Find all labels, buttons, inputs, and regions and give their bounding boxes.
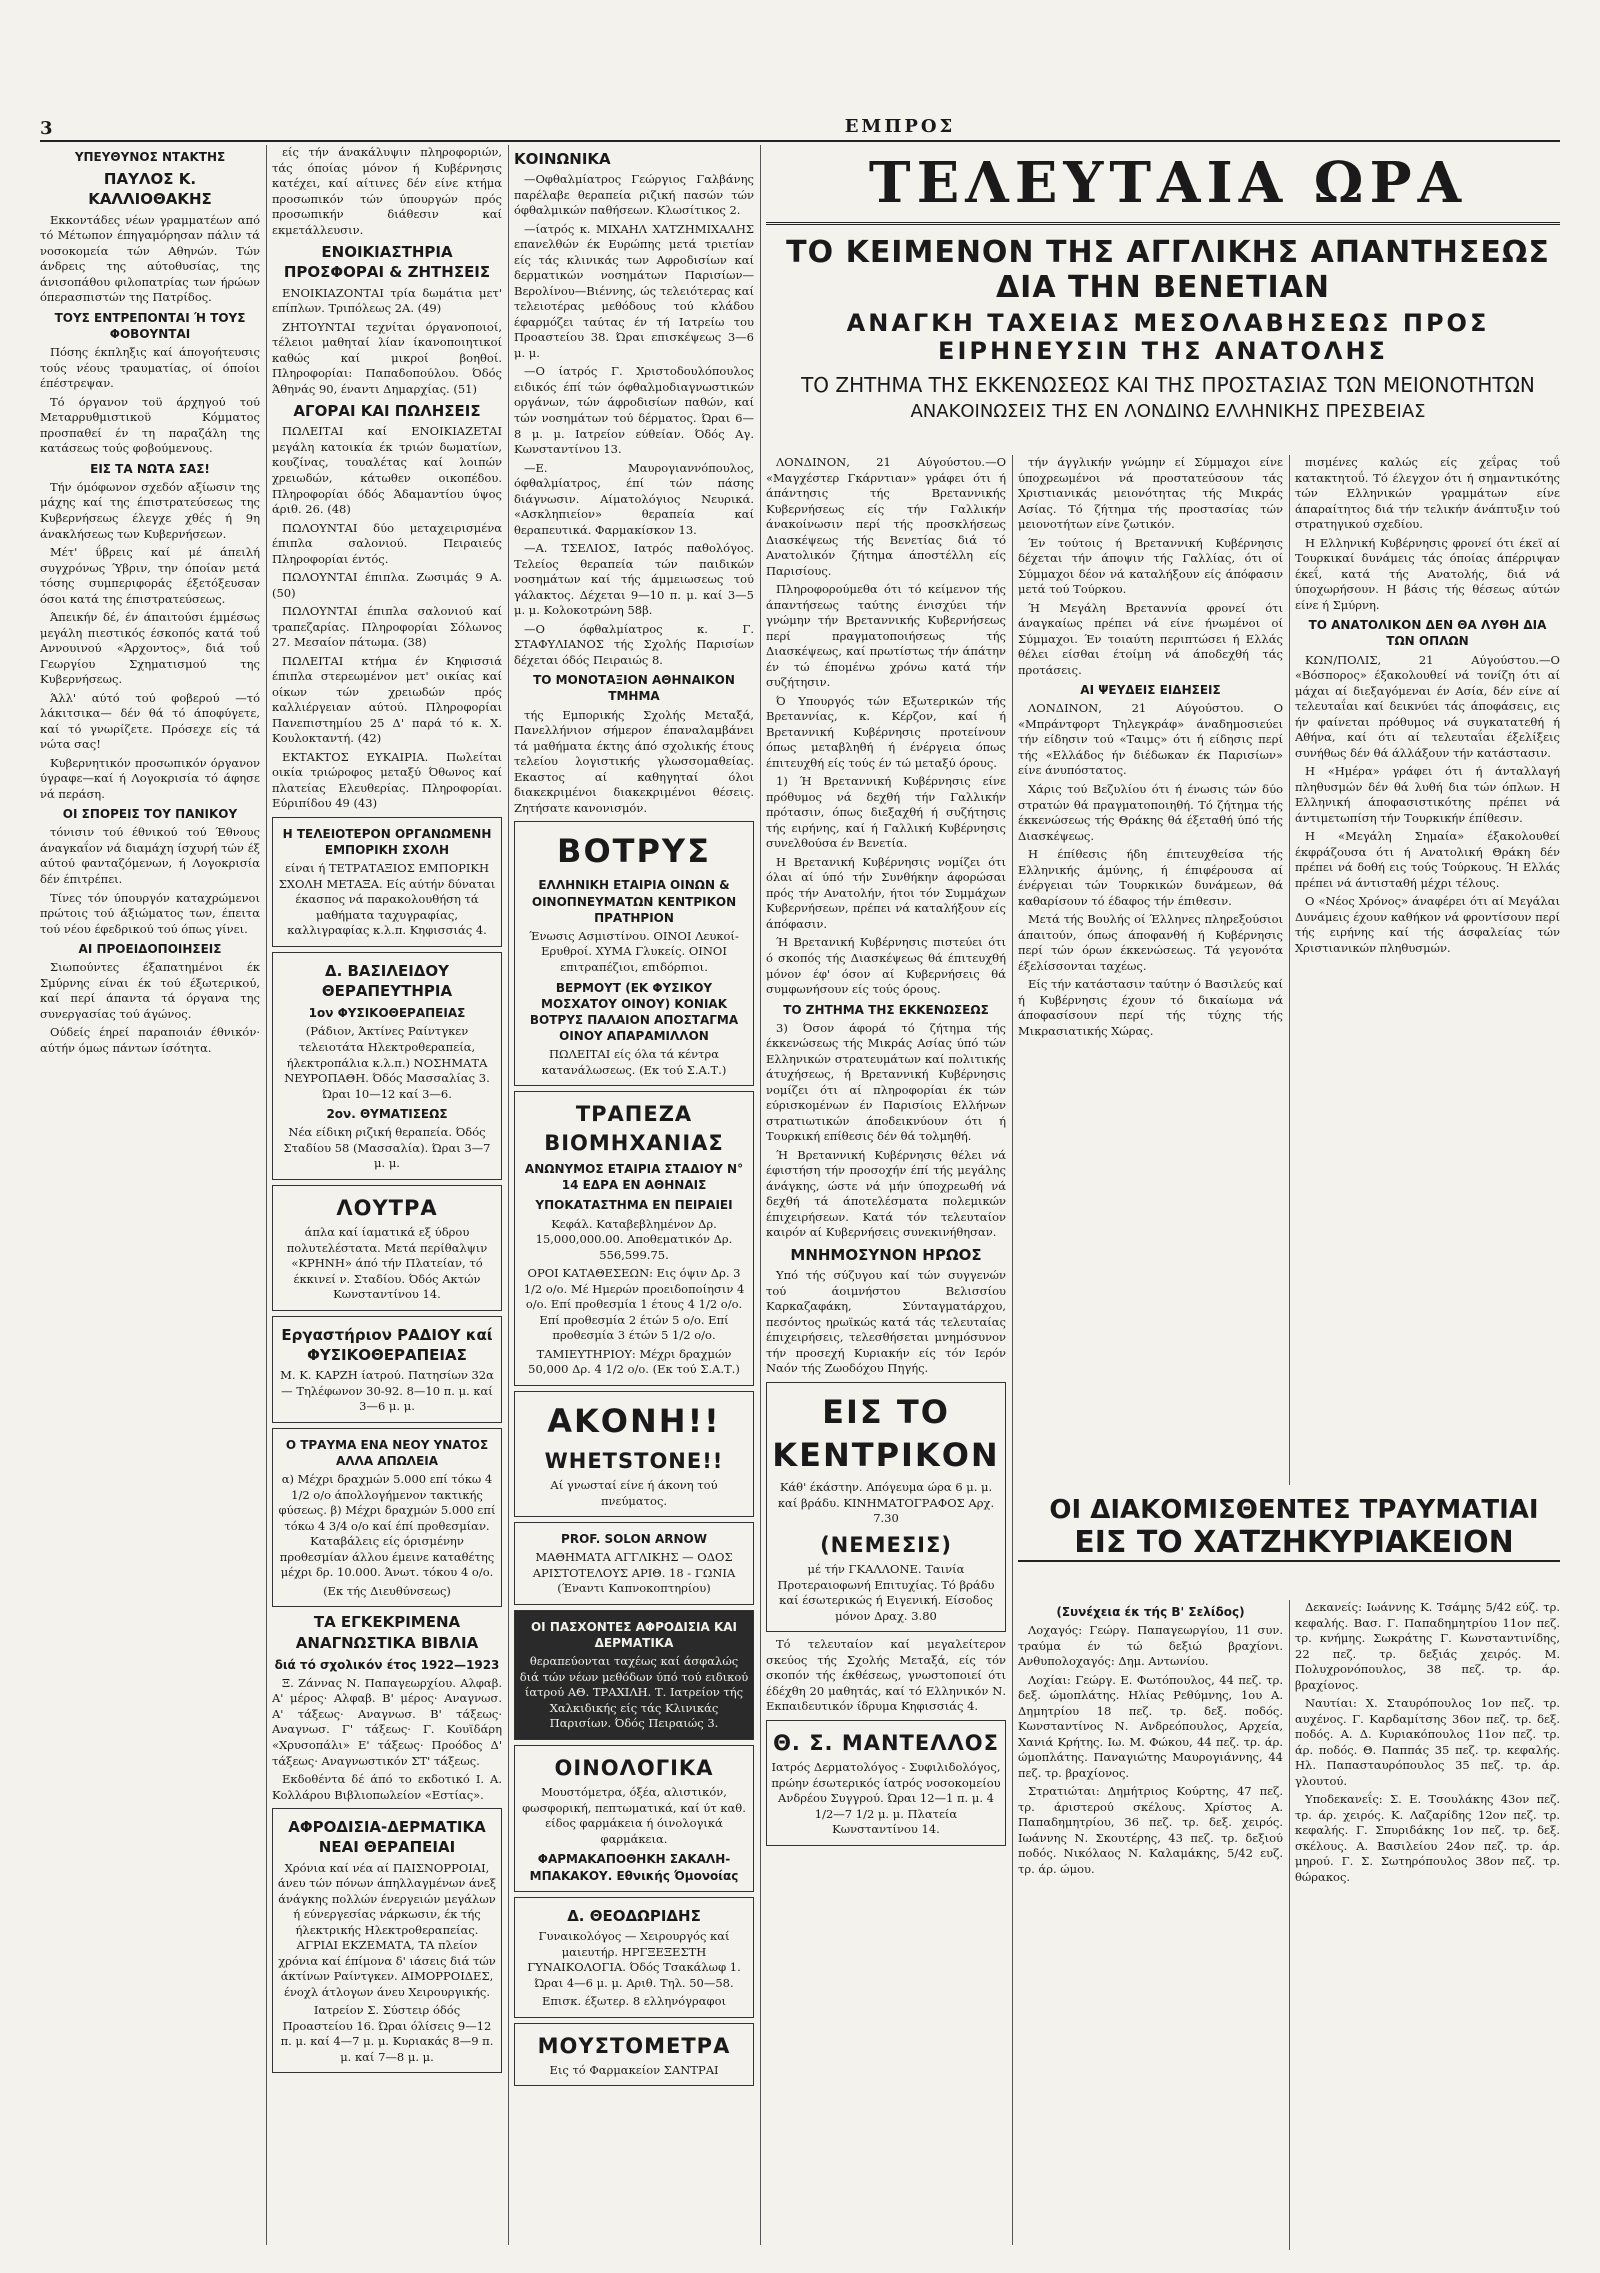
ad-gynecologist — [514, 1897, 754, 2018]
ad-subtitle: ΒΕΡΜΟΥΤ (ΕΚ ΦΥΣΙΚΟΥ ΜΟΣΧΑΤΟΥ ΟΙΝΟΥ) ΚΟΝΙΑΚ ΒΟΤΡΥΣ ΠΑΛΑΙΟΝ ΑΠΟΣΤΑΓΜΑ ΟΙΝΟΥ ΑΠΑΡΑΜΙΛΛΟΝ — [529, 980, 739, 1044]
section-heading: ΑΙ ΨΕΥΔΕΙΣ ΕΙΔΗΣΕΙΣ — [1080, 683, 1221, 698]
ad-title: Δ. ΘΕΟΔΩΡΙΔΗΣ — [567, 1906, 701, 1925]
classified-ad: ΠΩΛΕΙΤΑΙ κτήμα έν Κηφισσιά έπιπλα στερεωμένον μετ' οικίας καί οίκων τών χρειωδών πρός καλλιέργειαν αύτού. Πληροφορίαι Πανεπιστημίου 25 Δ' παρά τό κ. Χ. Κουλοκταντή. (42) — [272, 653, 502, 746]
article-paragraph: Η Ελληνική Κυβέρνησις φρονεί ότι έκεϊ αί Τουρκικαί δυνάμεις τάς όποίας άπέρριψαν έκεΐ, κατά τής Ανατολής, διά νά ύποχωρήσουν. Η βάσις τής θέσεως αύτών είνε ή Σμύρνη. — [1295, 535, 1560, 612]
ad-text: ΟΡΟΙ ΚΑΤΑΘΕΣΕΩΝ: Εις όψιν Δρ. 3 1/2 ο/ο. Μέ Ημερών προειδοποίησιν 4 ο/ο. Επί προθεσμία 1 έτους 4 1/2 ο/ο. Επί προθεσμία 2 έτών 5 ο/ο. Επί προθεσμία 3 έτών 5 1/2 ο/ο. — [523, 1266, 745, 1343]
ad-subtitle: ΑΝΩΝΥΜΟΣ ΕΤΑΙΡΙΑ ΣΤΑΔΙΟΥ Ν° 14 ΕΔΡΑ ΕΝ ΑΘΗΝΑΙΣ — [524, 1161, 744, 1193]
article-paragraph: είς τήν άνακάλυψιν πληροφοριών, τάς όποίας μόνον ή Κυβέρνησις κατέχει, καί αίτινες δέν είνε κτήμα προσωπικόν τών ύπουργών πρός προσωπικήν διάθεσιν καί εκμετάλλευσιν. — [272, 145, 502, 237]
ad-title: ΟΙΝΟΛΟΓΙΚΑ — [554, 1755, 714, 1780]
article-paragraph: Μετά τής Βουλής οί Έλληνες πληρεξούσιοι άπαιτούν, όπως άποφανθή ή Κυβέρνησις περί τών όρων έκκενώσεως. Τά γεγονότα έξελίσσονται ταχέως. — [1018, 912, 1283, 973]
article-paragraph: Η «Μεγάλη Σημαία» έξακολουθεί έκφράζουσα ότι ή Ανατολική Θράκη δέν πρέπει νά δοθή εις τούς Τούρκους. Ή Ελλάς πρέπει νά άντισταθή μέχρι τέλους. — [1295, 829, 1560, 890]
column-rule — [1289, 1600, 1290, 2250]
ad-text: Νέα είδικη ριζική θεραπεία. Όδός Σταδίου 58 (Μασσαλία). Ώραι 3—7 μ. μ. — [283, 1125, 491, 1171]
article-paragraph: 3) Όσον άφορά τό ζήτημα τής έκκενώσεως τής Μικράς Ασίας ύπό τών Ελληνικών στρατευμάτων καί πολιτικής άτυχήσεως, ή Βρεταννική Κυβέρνησις νομίζει ότι αί πληροφορίαι έκ τών εύρισκομένων έν Παρισίοις Ελλήνων στρατιωτικών άποδεικνύουν ότι ή Τουρκική επίθεσις δέν θά τολμηθή. — [766, 1020, 1006, 1144]
ad-text: μέ τήν ΓΚΑΛΛΟΝΕ. Ταινία Προτεραιοφωνή Επιτυχίας. Τό βράδυ καί έσωτερικώς ή Ειγενική. Είσοδος μόνον Δραχ. 3.80 — [777, 1562, 995, 1623]
ad-subtitle: ΕΛΛΗΝΙΚΗ ΕΤΑΙΡΙΑ ΟΙΝΩΝ & ΟΙΝΟΠΝΕΥΜΑΤΩΝ ΚΕΝΤΡΙΚΟΝ ΠΡΑΤΗΡΙΟΝ — [531, 878, 737, 925]
section-heading: ΤΟΥΣ ΕΝΤΡΕΠΟΝΤΑΙ Ή ΤΟΥΣ ΦΟΒΟΥΝΤΑΙ — [54, 310, 246, 341]
article-paragraph: Πληροφορούμεθα ότι τό κείμενον τής άπαντήσεως ταύτης ένισχύει τήν γνώμην τήν Βρεταννικής Κυβερνήσεως περί πραγματοποιήσεως τής Διασκέψεως, καί πρωτίστως τήν άπάτην έν τώ έπομένω χρόνω κατά τήν συζήτησιν. — [766, 582, 1006, 690]
section-heading: ΕΝΟΙΚΙΑΣΤΗΡΙΑ ΠΡΟΣΦΟΡΑΙ & ΖΗΤΗΣΕΙΣ — [283, 243, 491, 282]
ad-title: ΤΡΑΠΕΖΑ ΒΙΟΜΗΧΑΝΙΑΣ — [544, 1102, 724, 1155]
ad-title: Δ. ΒΑΣΙΛΕΙΔΟΥ ΘΕΡΑΠΕΥΤΗΡΙΑ — [321, 961, 453, 1001]
ad-title: ΕΙΣ ΤΟ ΚΕΝΤΡΙΚΟΝ — [772, 1392, 1000, 1474]
article-paragraph: Ο «Νέος Χρόνος» άναφέρει ότι αί Μεγάλαι Δυνάμεις έχουν καθήκον νά φροντίσουν περί τής ειρήνης καί τής άσφαλείας τών Χριστιανικών πληθυσμών. — [1295, 894, 1560, 955]
article-paragraph: ΚΩΝ/ΠΟΛΙΣ, 21 Αύγούστου.—Ο «Βόσπορος» έξακολουθεί νά τονίζη ότι αί μάχαι αί διεξαγόμεναι έν Ασία, δέν είνε αί τελευταΐαι καί δεικνύει τάς άποφάσεις, εις ήν φαίνεται πρόθυμος νά συγκατατεθή ή Αθήνα, καί ότι αί τελευταΐαι έξελίξεις συνήθως δέν θά άλλάξουν τήν κατάστασιν. — [1295, 652, 1560, 760]
ad-text: Γυναικολόγος — Χειρουργός καί μαιευτήρ. ΗΡΓΞΕΞΕΣΤΗ ΓΥΝΑΙΚΟΛΟΓΙΑ. Όδός Τσακάλωφ 1. Ώραι 4—6 μ. μ. Αριθ. Τηλ. 50—58. — [527, 1928, 741, 1990]
ad-title: ΛΟΥΤΡΑ — [336, 1195, 438, 1220]
section-heading: ΟΙ ΣΠΟΡΕΙΣ ΤΟΥ ΠΑΝΙΚΟΥ — [62, 807, 238, 822]
wounded-list: Στρατιώται: Δημήτριος Κούρτης, 47 πεζ. τρ. άριστερού σκέλους. Χρίστος Α. Παπαδημητρίου, 36 πεζ. τρ. δεξ. χειρός. Ιωάννης Ν. Σκουτέρης, 43 πεζ. τρ. δεξιού ποδός. Νικόλαος Ν. Καλαμάκης, 5/42 ευζ. τρ. άρ. ώμου. — [1018, 1784, 1283, 1876]
wounded-column-right — [1295, 1600, 1560, 2250]
wounded-headline — [1018, 1495, 1560, 1562]
responsible-name: ΠΑΥΛΟΣ Κ. ΚΑΛΛΙΟΘΑΚΗΣ — [88, 170, 212, 209]
article-paragraph: Εκκοντάδες νέων γραμματέων από τό Μέτωπον έπηγαμόρησαν πάλιν τά νοσοκομεία τών Αθηνών. Τών άνδρεις της αύτοθυσίας, της άνισοπάθου φιλοπατρίας των ήρώων όπερασπιστών της Πατρίδος. — [40, 212, 260, 305]
article-paragraph: Τό τελευταίον καί μεγαλείτερον σκεύος τής Σχολής Μεταξά, είς τόν σκοπόν τής έκθέσεως, γνωστοποιεί ότι έδέχθη 20 μαθητάς, καί τό Ελληνικόν Ν. Εκπαιδευτικόν ίδρυμα Κηφισσιάς 4. — [766, 1637, 1006, 1714]
section-heading: ΕΙΣ ΤΑ ΝΩΤΑ ΣΑΣ! — [90, 461, 210, 476]
ad-text: Ένωσις Ασμιστίνου. ΟΙΝΟΙ Λευκοί-Ερυθροί. ΧΥΜΑ Γλυκείς. ΟΙΝΟΙ επιτραπέζιοι, επιδόρπιοι. — [529, 928, 739, 974]
headline-deck-2: ΑΝΑΓΚΗ ΤΑΧΕΙΑΣ ΜΕΣΟΛΑΒΗΣΕΩΣ ΠΡΟΣ ΕΙΡΗΝΕΥΣΙΝ ΤΗΣ ΑΝΑΤΟΛΗΣ — [846, 309, 1490, 365]
ad-text: Αί γνωσταί είνε ή άκονη τού πνεύματος. — [550, 1478, 718, 1508]
ad-title: Ο ΤΡΑΥΜΑ ΕΝΑ ΝΕΟΥ ΥΝΑΤΟΣ ΑΛΛΑ ΑΠΩΛΕΙΑ — [285, 1437, 489, 1468]
column-6 — [1295, 455, 1560, 1485]
article-paragraph: Ό Υπουργός τών Εξωτερικών τής Βρεταννίας, κ. Κέρζον, καί ή Βρεταννική Κυβέρνησις προτείνουν όπως μεταβληθή ή ένέργεια όπως έπιτευχθή είς τούς έν τώ μεταξύ όρους. — [766, 693, 1006, 770]
classified-ad: ΠΩΛΟΥΝΤΑΙ έπιπλα. Ζωσιμάς 9 Α. (50) — [272, 570, 502, 600]
column-1 — [40, 145, 260, 2245]
article-paragraph: Τήν όμόφωνον σχεδόν αξίωσιν της μάχης καί της έπιστρατεύσεως της Κυβερνήσεως έλεγχε χθές ή 9η άνακλήσεως των Κυβερνήσεων. — [40, 479, 260, 541]
section-heading: ΤΟ ΑΝΑΤΟΛΙΚΟΝ ΔΕΝ ΘΑ ΛΥΘΗ ΔΙΑ ΤΩΝ ΟΠΛΩΝ — [1308, 618, 1547, 649]
article-paragraph: Μέτ' ΰβρεις καί μέ άπειλή συγχρόνως Ύβριν, την όποίαν μετά τόσης συμπεριφοράς έξετόξευσαν όσοι κατά της έπιστρατεύσεως. — [40, 545, 260, 606]
ad-title: Η ΤΕΛΕΙΟΤΕΡΟΝ ΟΡΓΑΝΩΜΕΝΗ ΕΜΠΟΡΙΚΗ ΣΧΟΛΗ — [282, 826, 492, 858]
column-rule — [1012, 455, 1013, 2245]
ad-must-meters — [514, 2023, 754, 2087]
social-note: —Οφθαλμίατρος Γεώργιος Γαλβάνης παρέλαβε θεραπεία ριζική πασών τών όφθαλμικών παθήσεων. Κλωσίτικος 2. — [514, 172, 754, 218]
ad-subtitle: WHETSTONE!! — [544, 1448, 724, 1473]
column-4 — [766, 455, 1006, 2245]
article-paragraph: Ή Βρετανική Κυβέρνησις πιστεύει ότι ό σκοπός τής Διασκέψεως θά έπιτευχθή μόνον έφ' όσον αί Κυβερνήσεις θά συμφωνήσουν είς τούς όρους. — [766, 935, 1006, 997]
section-subheading: διά τό σχολικόν έτος 1922—1923 — [274, 1657, 500, 1672]
ad-title: ΜΟΥΣΤΟΜΕΤΡΑ — [537, 2033, 731, 2058]
section-heading: ΤΟ ΖΗΤΗΜΑ ΤΗΣ ΕΚΚΕΝΩΣΕΩΣ — [783, 1002, 989, 1017]
article-paragraph: Τίνες τόν ύπουργόν καταχρώμενοι πρώτοις τού άξιώματος των, έπειτα τού νέου έφεδρικού τού όπως γίνει. — [40, 890, 260, 936]
ad-text: άπλα καί ίαματικά εξ ύδρου πολυτελέστατα. Μετά περίθαλψιν «ΚΡΗΝΗ» άπό τήν Πλατείαν, τό έκκινεί ν. Σταδίου. Όδός Ακτών Κωνσταντίνου 14. — [286, 1225, 488, 1302]
article-paragraph: πισμένες καλώς είς χεΐρας τοΰ κατακτητοΰ. Τό έλεγχον ότι ή σημαντικότης τών Ελληνικών γραμμάτων είνε άπαραίτητος διά τήν τελικήν άνάπτυξιν τού στρατηγικού σχεδίου. — [1295, 455, 1560, 532]
column-rule — [1289, 455, 1290, 1485]
ad-title: Θ. Σ. ΜΑΝΤΕΛΛΟΣ — [773, 1730, 999, 1755]
ad-oenology — [514, 1745, 754, 1892]
ad-venereal — [514, 1610, 754, 1740]
classified-ad: ΕΚΤΑΚΤΟΣ ΕΥΚΑΙΡΙΑ. Πωλείται οικία τριώροφος μεταξύ Όθωνος καί πλατείας Ελευθερίας. Πληροφορίαι. Εύριπίδου 49 (43) — [272, 749, 502, 811]
section-heading: ΑΙ ΠΡΟΕΙΔΟΠΟΙΗΣΕΙΣ — [78, 942, 222, 957]
classified-ad: ΠΩΛΟΥΝΤΑΙ έπιπλα σαλονιού καί τραπεζαρίας. Πληροφορίαι Σόλωνος 27. Μεσαίον πάτωμα. (38) — [272, 604, 502, 650]
article-paragraph: Ή Μεγάλη Βρεταννία φρονεί ότι άναγκαίως πρέπει νά είνε ήνωμένοι οί Σύμμαχοι. Έν τοιαύτη περιπτώσει ή Ελλάς θέλει είσθαι έτοίμη νά άποδεχθή τάς προτάσεις. — [1018, 600, 1283, 677]
article-paragraph: Άλλ' αύτό τού φοβερού —τό λάκιτσικα— δέν θά τό άποφύγετε, καί τό γνωρίζετε. Πρόσεχε είς τά νώτα σας! — [40, 690, 260, 752]
ad-text: Εις τό Φαρμακείον ΣΑΝΤΡΑΙ — [549, 2062, 719, 2077]
responsible-label: ΥΠΕΥΘΥΝΟΣ ΝΤΑΚΤΗΣ — [74, 150, 226, 164]
wounded-list: Ναυτίαι: Χ. Σταυρόπουλος 1ον πεζ. τρ. αυχένος. Γ. Καρδαμίτσης 36ον πεζ. τρ. δεξ. ποδός. Α. Δ. Κυριακόπουλος 11ον πεζ. τρ. άρ. ποδός. Θ. Παππάς 35 πεζ. τρ. κεφαλής. Ηλ. Παπασταυρόπουλος 35 πεζ. τρ. άρ. γλουτού. — [1295, 1696, 1560, 1788]
column-rule — [266, 145, 267, 2245]
wounded-column-left — [1018, 1600, 1283, 2250]
ad-commercial-school — [272, 817, 502, 947]
column-rule — [508, 145, 509, 2245]
classified-ad: ΠΩΛΟΥΝΤΑΙ δύο μεταχειρισμένα έπιπλα σαλονιού. Πειραιεύς Πληροφορίαι έντός. — [272, 520, 502, 566]
ad-signature: Επισκ. έξωτερ. 8 ελληνόγραφοι — [541, 1994, 727, 2009]
ad-text: Χρόνια καί νέα αί ΠΑΙΣΝΟΡΡΟΙΑΙ, άνευ τών πόνων άπηλλαγμένων άνεξ άνάγκης πολλών ένεργειών μεγάλων ή εύνεργεσίας νάρκωσιν, έκ τής ήλεκτρικής Ηλεκτροθεραπείας. ΑΓΡΙΑΙ ΕΚΖΕΜΑΤΑ, ΤΑ πλείον χρόνια καί έπίμονα δ' ιάσεις διά τών άκτίνων Ραίντγκεν. ΑΙΜΟΡΡΟΙΔΕΣ, ένοχλ άτλογων άνευ Χειρουργικής. — [277, 1860, 497, 1999]
book-publisher: Εκδοθέντα δέ άπό το εκδοτικό Ι. Α. Κολλάρου Βιβλιοπωλείον «Εστίας». — [272, 1772, 502, 1802]
ad-radium-lab — [272, 1316, 502, 1423]
ad-text: Κάθ' έκάστην. Απόγευμα ώρα 6 μ. μ. καί βράδυ. ΚΙΝΗΜΑΤΟΓΡΑΦΟΣ Αρχ. 7.30 — [777, 1480, 995, 1526]
ad-title: ΟΙ ΠΑΣΧΟΝΤΕΣ ΑΦΡΟΔΙΣΙΑ ΚΑΙ ΔΕΡΜΑΤΙΚΑ — [530, 1620, 738, 1651]
headline-deck-4: ΑΝΑΚΟΙΝΩΣΕΙΣ ΤΗΣ ΕΝ ΛΟΝΔΙΝΩ ΕΛΛΗΝΙΚΗΣ ΠΡΕΣΒΕΙΑΣ — [910, 401, 1426, 422]
ad-text: ΤΑΜΙΕΥΤΗΡΙΟΥ: Μέχρι δραχμών 50,000 Δρ. 4 1/2 ο/ο. (Εκ τού Σ.Α.Τ.) — [528, 1346, 740, 1377]
article-paragraph: Η έπίθεσις ήδη έπιτευχθείσα τής Ελληνικής άμύνης, ή έπιφέρουσα αί ένέργειαι τών Τουρκικών δυνάμεων, θά καθαρίσουν τό έδαφος τήν έπιθεσιν. — [1018, 847, 1283, 908]
article-paragraph: Η Βρετανική Κυβέρνησις νομίζει ότι όλαι αί ύπό τήν Συνθήκην άφορώσαι πρός τήν Ανατολήν, ήτοι τόν Συμμάχων Κυβερνήσεων, πρέπει νά καταλήξουν είς άπόφασιν. — [766, 854, 1006, 931]
column-3 — [514, 145, 754, 2245]
ad-signature: Ιατρείον Σ. Σύστειρ όδός Προαστείου 16. Ώραι όλίσεις 9—12 π. μ. καί 4—7 μ. μ. Κυριακάς 8—9 π. μ. καί 7—8 μ. μ. — [280, 2003, 494, 2064]
ad-mantellos — [766, 1720, 1006, 1846]
ad-title: ΒΟΤΡΥΣ — [557, 832, 711, 871]
article-paragraph: Έν τούτοις ή Βρεταννική Κυβέρνησις δέχεται τήν άποψιν τής Γαλλίας, ότι οί Σύμμαχοι δέον νά καταλήξουν είς άπόφασιν μετά τού Τούρκου. — [1018, 535, 1283, 597]
continued-note: (Συνέχεια έκ τής Β' Σελίδος) — [1056, 1605, 1245, 1619]
ad-title: ΑΦΡΟΔΙΣΙΑ-ΔΕΡΜΑΤΙΚΑ ΝΕΑΙ ΘΕΡΑΠΕΙΑΙ — [288, 1818, 486, 1857]
article-paragraph: τής Εμπορικής Σχολής Μεταξά, Πανελλήνιον σήμερον έπαναλαμβάνει τά μαθήματα έκτης άπό σχολικής έτους τελείου λογιστικής γλωσσομαθείας. Εκαστος αί καθηγηταί όλοι διακεκριμένοι διακεκριμένοι θέσεις. Ζητήσατε κανονισμόν. — [514, 707, 754, 815]
ad-subtitle: (ΝΕΜΕΣΙΣ) — [820, 1532, 952, 1557]
social-note: —Ο όφθαλμίατρος κ. Γ. ΣΤΑΦΥΛΙΑΝΟΣ τής Σχολής Παρισίων δέχεται όδός Πειραιώς 8. — [514, 621, 754, 667]
column-5 — [1018, 455, 1283, 1485]
ad-subtitle: 2ον. ΘΥΜΑΤΙΣΕΩΣ — [326, 1107, 448, 1122]
article-paragraph: Πόσης έκπληξις καί άπογοήτευσις τούς νέους τραυματίας, οί όποίοι έπέστρεψαν. — [40, 345, 260, 391]
article-paragraph: Σιωπούντες έξαπατημένοι έκ Σμύρνης είναι έκ τού έξωτερικού, καί περί άπαντα τά όργανα της συνεργασίας τού άγώνος. — [40, 960, 260, 1021]
ad-english-lessons — [514, 1522, 754, 1605]
article-paragraph: Χάρις τού Βεζυλίου ότι ή ένωσις τών δύο στρατών θά πραγματοποιηθή. Τό ζήτημα τής έκκενώσεως τής Θράκης θά έξεταθή ύπό τής Διασκέψεως. — [1018, 781, 1283, 843]
article-paragraph: Η «Ημέρα» γράφει ότι ή άνταλλαγή πληθυσμών δέν θά λυθή δια τών όπλων. Η Ελληνική άποφασιστικότης πρέπει νά άντιμετωπίση τήν Τουρκικήν έπίθεσιν. — [1295, 764, 1560, 825]
ad-kentrikon-cinema — [766, 1382, 1006, 1632]
wounded-title: ΟΙ ΔΙΑΚΟΜΙΣΘΕΝΤΕΣ ΤΡΑΥΜΑΤΙΑΙ — [1049, 1495, 1539, 1525]
classified-ad: ΠΩΛΕΙΤΑΙ καί ΕΝΟΙΚΙΑΖΕΤΑΙ μεγάλη κατοικία έκ τριών δωματίων, κουζίνας, τουαλέτας καί λοιπών χρειωδών, κάτωθεν οικοπέδου. Πληροφορίαι όδός Άδαμαντίου ύψος άριθ. 26. (48) — [272, 424, 502, 517]
article-paragraph: Ούδείς έηρεί παραποιάν έθνικόν· αύτήν όμως πάντων ίσότητα. — [40, 1025, 260, 1055]
article-paragraph: Υπό τής σύζυγου καί τών συγγενών τού άοιμνήστου Βελισσίου Καρκαζαφάκη, Σύνταγματάρχου, πεσόντος ηρωϊκώς κατά τάς τελευταίας έπιχειρήσεις, τελεσθήσεται μνημόσυνον τήν προσεχή Κυριακήν είς τόν Ιερόν Ναόν τής Ζωοδόχου Πηγής. — [766, 1268, 1006, 1376]
page-number: 3 — [40, 118, 53, 139]
social-note: —Ε. Μαυρογιαννόπουλος, όφθαλμίατρος, έπί τών πάσης διάγνωσιν. Αίματολόγιος Νευρικά. «Ασκληπιείον» θεραπεία καί θεραπευτικά. Φαρμακίσκον 13. — [514, 460, 754, 537]
ad-savings — [272, 1428, 502, 1608]
headline-deck-3: ΤΟ ΖΗΤΗΜΑ ΤΗΣ ΕΚΚΕΝΩΣΕΩΣ ΚΑΙ ΤΗΣ ΠΡΟΣΤΑΣΙΑΣ ΤΩΝ ΜΕΙΟΝΟΤΗΤΩΝ — [801, 373, 1535, 397]
ad-therapy-clinic — [272, 952, 502, 1180]
ad-industry-bank — [514, 1091, 754, 1385]
headline-deck-1: ΤΟ ΚΕΙΜΕΝΟΝ ΤΗΣ ΑΓΓΛΙΚΗΣ ΑΠΑΝΤΗΣΕΩΣ ΔΙΑ ΤΗΝ ΒΕΝΕΤΙΑΝ — [786, 235, 1550, 305]
classified-ad: ΖΗΤΟΥΝΤΑΙ τεχνίται όργανοποιοί, τέλειοι μαθηταί λίαν ίκανοποιητικοί καθώς καί μικροί βοηθοί. Πληροφορίαι: Παπαδοπούλου. Όδός Άθηνάς 90, έναντι Δημαρχίας. (51) — [272, 319, 502, 396]
ad-dermatology — [272, 1808, 502, 2073]
ad-baths — [272, 1185, 502, 1311]
article-paragraph: τήν άγγλικήν γνώμην εί Σύμμαχοι είνε ύποχρεωμένοι νά προστατεύσουν τάς Χριστιανικάς μειονότητας τής Μικράς Ασίας. Τό ζήτημα τής προστασίας τών μειονοτήτων είνε ζωτικόν. — [1018, 455, 1283, 532]
social-note: —ίατρός κ. ΜΙΧΑΗΛ ΧΑΤΖΗΜΙΧΑΛΗΣ επανελθών έκ Ευρώπης μετά τριετίαν είς τάς κλινικάς των Αφροδισίων καί δερματικών νοσημάτων Παρισίων—Βερολίνου—Βιέννης, ώς τελειότερας καί τελειοτέρας μεθόδους τού κλάδου έφαρμόζει ταύτας έν τή Ιατρείω του Προαστείου 38. Ώραι επισκέψεως 3—6 μ. μ. — [514, 221, 754, 360]
ad-text: α) Μέχρι δραχμών 5.000 επί τόκω 4 1/2 ο/ο άπολλογήμενον τακτικής φύσεως. β) Μέχρι δραχμών 5.000 επί τόκω 4 3/4 ο/ο καί έπί προθεσμίαν. Καταβάλεις είς όρισμένην προθεσμίαν άλλου έμεινε καταθέτης μέχρι δρ. 10.000. Άνωτ. τόκου 4 ο/ο. — [278, 1472, 496, 1580]
headline-block — [766, 150, 1560, 450]
ad-text: θεραπεύονται ταχέως καί άσφαλώς διά τών νέων μεθόδων ύπό τού ειδικού ίατρού ΑΘ. ΤΡΑΧΙΛΗ. Τ. Ιατρείον τής Χαλκιδικής είς τάς Κλινικάς Παρισίων. Όδός Πειραιώς 3. — [519, 1654, 749, 1731]
article-paragraph: τόνισιν τού έθνικού τού Έθνους άναγκαΐον νά διαμάχη ίσχυρή τών έξ αύτού φανταζόμενων, ή Λογοκρισία δέν έπιτρέπει. — [40, 825, 260, 886]
paper-title: ΕΜΠΡΟΣ — [844, 116, 956, 137]
article-paragraph: 1) Ή Βρεταννική Κυβέρνησις είνε πρόθυμος νά δεχθή τήν Γαλλικήν πρότασιν, όπως διεξαχθή ή συζήτησις τής ειρήνης, καί ή Γαλλική Κυβέρνησις συνελθούσα έν Βενετία. — [766, 774, 1006, 851]
section-heading: ΤΟ ΜΟΝΟΤΑΞΙΟΝ ΑΘΗΝΑΙΚΟΝ ΤΜΗΜΑ — [533, 673, 735, 704]
section-heading: ΜΝΗΜΟΣΥΝΟΝ ΗΡΩΟΣ — [790, 1245, 982, 1264]
ad-text: ΜΑΘΗΜΑΤΑ ΑΓΓΛΙΚΗΣ — ΟΔΟΣ ΑΡΙΣΤΟΤΕΛΟΥΣ ΑΡΙΘ. 18 - ΓΩΝΙΑ (Έναντι Καπνοκοπτηρίου) — [532, 1550, 736, 1596]
social-note: —Ο ίατρός Γ. Χριστοδουλόπουλος ειδικός έπί τών όφθαλμοδιαγνωστικών οργάνων, τών άφροδισίων παθών, καί τών νοσημάτων τού δέρματος. Ώραι 6—8 μ. μ. Ιατρείον εύθείαν. Όδός Αγ. Κωνσταντίνου 13. — [514, 364, 754, 457]
classified-ad: ΕΝΟΙΚΙΑΖΟΝΤΑΙ τρία δωμάτια μετ' επίπλων. Τριπόλεως 2Α. (49) — [272, 285, 502, 316]
section-heading: ΑΓΟΡΑΙ ΚΑΙ ΠΩΛΗΣΕΙΣ — [293, 402, 481, 421]
ad-signature: (Εκ τής Διευθύνσεως) — [323, 1583, 451, 1598]
section-heading: ΤΑ ΕΓΚΕΚΡΙΜΕΝΑ ΑΝΑΓΝΩΣΤΙΚΑ ΒΙΒΛΙΑ — [295, 1613, 479, 1652]
book-list: Ξ. Ζάννας Ν. Παπαγεωρχίου. Αλφαβ. Α' μέρος· Αλφαβ. Β' μέρος· Αναγνωσ. Α' τάξεως· Αναγνωσ. Β' τάξεως· Αναγνωσ. Γ' τάξεως· Γ. Κουϊδάρη «Χρυσοπάλι» Ε' τάξεως· Προόδος Δ' τάξεως· Αναγνωστικόν ΣΤ' τάξεως. — [272, 1675, 502, 1768]
article-paragraph: ΛΟΝΔΙΝΟΝ, 21 Αύγούστου.—Ο «Μαγχέστερ Γκάρντιαν» γράφει ότι ή άπάντησις τής Βρεταννικής Κυβερνήσεως είς τήν Γαλλικήν άνακοίνωσιν περί τής προσκλήσεως Διασκέψεως τής Βενετίας διά τό Ανατολικόν ζήτημα άποστέλλη είς Παρισίους. — [766, 455, 1006, 578]
ad-text: Κεφάλ. Καταβεβλημένον Δρ. 15,000,000.00. Αποθεματικόν Δρ. 556,599.75. — [535, 1216, 733, 1262]
ad-text: Ιατρός Δερματολόγος - Συφιλιδολόγος, πρώην έσωτερικός ίατρός νοσοκομείου Ανδρέου Συγγρού. Ώραι 12—1 π. μ. 4 1/2—7 1/2 μ. μ. Πλατεία Κωνσταντίνου 14. — [771, 1760, 1001, 1837]
ad-title: PROF. SOLON ARNOW — [561, 1532, 707, 1547]
ad-text: Μ. Κ. ΚΑΡΖΗ ίατρού. Πατησίων 32α — Τηλέφωνον 30-92. 8—10 π. μ. καί 3—6 μ. μ. — [280, 1368, 494, 1414]
article-paragraph: Κυβερνητικόν προσωπικόν όργανον ύγραφε—καί ή Λογοκρισία τό άφησε νά περάση. — [40, 755, 260, 801]
ad-text: Μουστόμετρα, όξέα, αλιστικόν, φωσφορική, πεπτωματικά, καί ύτ καθ. είδος φαρμάκεια ή όινολογικά φαρμάκεια. — [522, 1785, 746, 1846]
ad-title: ΑΚΟΝΗ!! — [547, 1401, 721, 1440]
ad-text: (Ράδιον, Άκτίνες Ραίντγκεν τελειοτάτα Ηλεκτροθεραπεία, ήλεκτροπάλια κ.λ.π.) ΝΟΣΗΜΑΤΑ ΝΕΥΡΟΠΑΘΗ. Όδός Μασσαλίας 3. Ώραι 10—12 καί 3—6. — [284, 1024, 490, 1101]
column-2 — [272, 145, 502, 2245]
masthead — [40, 118, 1560, 142]
article-paragraph: Ή Βρεταννική Κυβέρνησις θέλει νά έφιστήση τήν προσοχήν έπί τής μεγάλης άνάγκης, ώστε νά μήν ύποχρεωθή νά δεχθή τά άποτελέσματα πολεμικών έπιχειρήσεων. Κατά τόν τελευταίον καιρόν αί Κυβερνήσεις συνεκινήθησαν. — [766, 1147, 1006, 1240]
ad-whetstone — [514, 1391, 754, 1518]
ad-subtitle: ΥΠΟΚΑΤΑΣΤΗΜΑ ΕΝ ΠΕΙΡΑΙΕΙ — [535, 1198, 733, 1213]
article-paragraph: Τό όργανον τοϋ άρχηγού τού Μεταρρυθμιστικοϋ Κόμματος προσπαθεί έν τη παραζάλη της κατάσεως τούς φοβούμενους. — [40, 394, 260, 456]
wounded-list: Υποδεκανεΐς: Σ. Ε. Τσουλάκης 43ον πεζ. τρ. άρ. χειρός. Κ. Λαζαρίδης 12ον πεζ. τρ. κεφαλής. Γ. Σπυριδάκης 1ον πεζ. τρ. δεξ. σκέλους. Α. Βασιλείου 24ον πεζ. τρ. άρ. μηρού. Γ. Σ. Σωτηρόπουλος 38ον πεζ. τρ. θώρακος. — [1295, 1792, 1560, 1884]
article-paragraph: Άπεικήν δέ, έν άπαιτούσι έμμέσως μεγάλη πιεστικός έσκοπός κατά τοΰ Αννουινού «Άρχοντος», διά τοΰ Γεωργίου Σχηματισμού της Κυβερνήσεως. — [40, 610, 260, 687]
wounded-list: Λοχαγός: Γεώργ. Παπαγεωργίου, 11 συν. τραύμα έν τώ δεξιώ βραχίονι. Ανθυπολοχαγός: Δημ. Αντωνίου. — [1018, 1623, 1283, 1669]
wounded-subtitle: ΕΙΣ ΤΟ ΧΑΤΖΗΚΥΡΙΑΚΕΙΟΝ — [1018, 1525, 1560, 1562]
section-heading: ΚΟΙΝΩΝΙΚΑ — [514, 150, 611, 168]
ad-botrys — [514, 821, 754, 1086]
ad-text: ΠΩΛΕΙΤΑΙ είς όλα τά κέντρα κατανάλωσεως. (Εκ τού Σ.Α.Τ.) — [541, 1047, 727, 1077]
wounded-list: Λοχίαι: Γεώργ. Ε. Φωτόπουλος, 44 πεζ. τρ. δεξ. ώμοπλάτης. Ηλίας Ρεθύμνης, 1ου Α. Δημητρίου 18 πεζ. τρ. δεξ. ποδός. Κωνσταντίνος Ν. Ανδρεόπουλος, Αρχεία, Χανιά Κρήτης. Ιω. Μ. Φώκου, 44 πεζ. τρ. άρ. ώμοπλάτης. Παναγιώτης Μαυρογιάννης, 44 πεζ. τρ. βραχίονος. — [1018, 1672, 1283, 1780]
article-paragraph: ΛΟΝΔΙΝΟΝ, 21 Αύγούστου. Ο «Μπράντφορτ Τηλεγκράφ» άναδημοσιεύει τήν είδησιν τού «Ταιμς» ότι ή είδησις περί τής «Ελλάδος ήν διέδωκαν έκ Παρισίων» είνε άνυπόστατος. — [1018, 701, 1283, 778]
ad-title: Εργαστήριον ΡΑΔΙΟΥ καί ΦΥΣΙΚΟΘΕΡΑΠΕΙΑΣ — [281, 1325, 493, 1364]
article-paragraph: Είς τήν κατάστασιν ταύτην ό Βασιλεύς καί ή Κυβέρνησις έχουν τό δικαίωμα νά άποφασίσουν περί τής τύχης τής Μικρασιατικής Χώρας. — [1018, 977, 1283, 1038]
headline-main: ΤΕΛΕΥΤΑΙΑ ΩΡΑ — [766, 150, 1560, 225]
ad-text: είναι ή ΤΕΤΡΑΤΑΞΙΟΣ ΕΜΠΟΡΙΚΗ ΣΧΟΛΗ ΜΕΤΑΞΑ. Είς αύτήν δύναται έκασπος νά παρακολουθήση τά μαθήματα ταχυγραφίας, καλλιγραφίας κ.λ.π. Κηφισσιάς 4. — [278, 861, 496, 938]
ad-subtitle: 1ον ΦΥΣΙΚΟΘΕΡΑΠΕΙΑΣ — [308, 1006, 466, 1021]
column-rule — [760, 145, 761, 2245]
social-note: —Α. ΤΣΕΛΙΟΣ, Ιατρός παθολόγος. Τελείος θεραπεία τών παιδικών νοσημάτων καί τής άμμειωσεως τού γάλακτος. Δέχεται 9—10 π. μ. καί 3—5 μ. μ. Κολοκοτρώνη 58β. — [514, 541, 754, 618]
ad-subtitle: ΦΑΡΜΑΚΑΠΟΘΗΚΗ ΣΑΚΑΛΗ-ΜΠΑΚΑΚΟΥ. Εθνικής Όμονοίας — [529, 1852, 739, 1883]
wounded-list: Δεκανείς: Ιωάννης Κ. Τσάμης 5/42 εύζ. τρ. κεφαλής. Βασ. Γ. Παπαδημητρίου 11ον πεζ. τρ. κνήμης. Σωκράτης Γ. Κωνσταντινίδης, 22 πεζ. τρ. δεξιάς χειρός. Μ. Πολυχρονόπουλος, 38 πεζ. τρ. άρ. βραχίονος. — [1295, 1600, 1560, 1692]
